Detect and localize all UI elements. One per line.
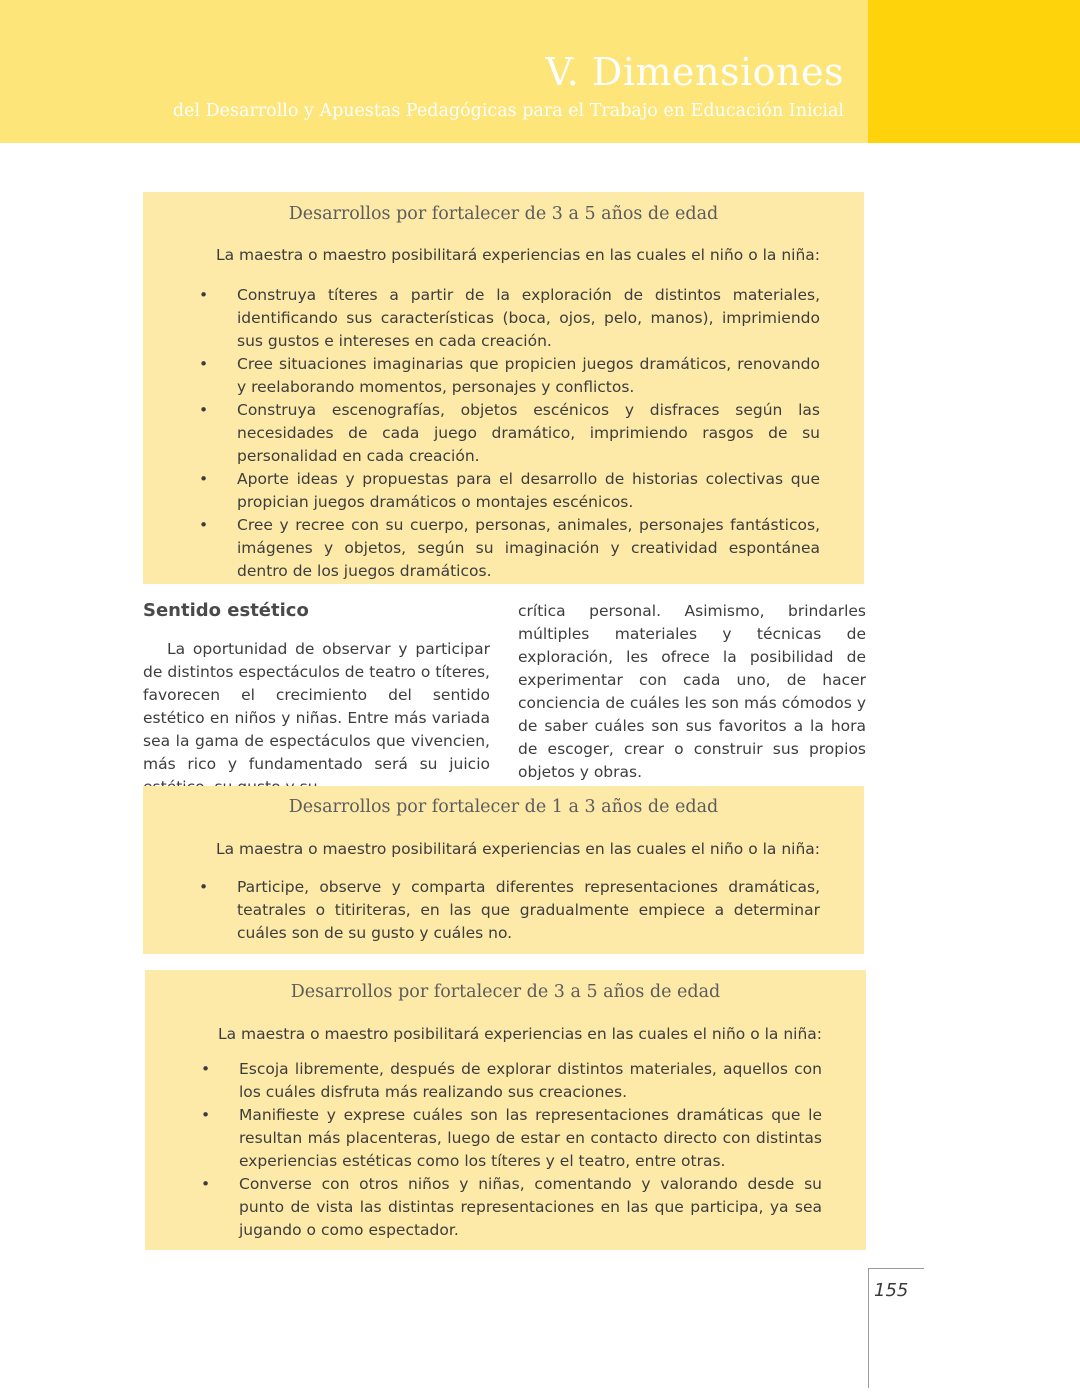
box-intro: La maestra o maestro posibilitará experiencias en las cuales el niño o la niña:: [216, 840, 821, 858]
bullet-icon: •: [201, 1106, 211, 1124]
list-item: [199, 876, 820, 945]
page-number: 155: [874, 1280, 909, 1301]
bullet-icon: •: [199, 516, 209, 534]
box-intro: La maestra o maestro posibilitará experiencias en las cuales el niño o la niña:: [216, 246, 821, 264]
list-item-text: Construya títeres a partir de la exploración de distintos materiales, identificando sus características (boca, ojos, pelo, manos), imprimiendo sus gustos e intereses en cada creación.: [237, 286, 820, 350]
page-number-rule-horizontal: [868, 1268, 924, 1269]
box-bullet-list: [199, 284, 820, 583]
page-number-rule-vertical: [868, 1268, 869, 1388]
bullet-icon: •: [199, 878, 209, 896]
list-item-text: Cree y recree con su cuerpo, personas, animales, personajes fantásticos, imágenes y objetos, según su imaginación y creatividad espontánea dentro de los juegos dramáticos.: [237, 516, 820, 580]
development-box-1-3: [143, 786, 864, 954]
bullet-icon: •: [201, 1060, 211, 1078]
list-item-text: Participe, observe y comparta diferentes representaciones dramáticas, teatrales o titiriteras, en las que gradualmente empiece a determinar cuáles son de su gusto y cuáles no.: [237, 878, 820, 942]
list-item: [199, 353, 820, 399]
body-text-left-column: La oportunidad de observar y participar de distintos espectáculos de teatro o títeres, favorecen el crecimiento del sentido estético en niños y niñas. Entre más variada sea la gama de espectáculos que vivencien, más rico y fundamentado será su juicio: [143, 640, 490, 773]
box-bullet-list: [199, 876, 820, 945]
box-title: Desarrollos por fortalecer de 3 a 5 años de edad: [290, 982, 721, 1002]
box-intro: La maestra o maestro posibilitará experiencias en las cuales el niño o la niña:: [218, 1025, 823, 1043]
list-item-text: Construya escenografías, objetos escénicos y disfraces según las necesidades de cada juego dramático, imprimiendo rasgos de su personalidad en cada creación.: [237, 401, 820, 465]
box-title: Desarrollos por fortalecer de 1 a 3 años de edad: [288, 797, 719, 817]
section-heading: Sentido estético: [143, 600, 309, 621]
list-item-text: Aporte ideas y propuestas para el desarrollo de historias colectivas que propician juegos dramáticos o montajes escénicos.: [237, 470, 820, 511]
list-item-text: Converse con otros niños y niñas, comentando y valorando desde su punto de vista las distintas representaciones en las que participa, ya sea jugando o como espectador.: [239, 1175, 822, 1239]
list-item: [199, 284, 820, 353]
list-item-text: Manifieste y exprese cuáles son las representaciones dramáticas que le resultan más placenteras, luego de estar en contacto directo con distintas experiencias estéticas como los títeres y el teatro, entre otras.: [239, 1106, 822, 1170]
list-item-text: Escoja libremente, después de explorar distintos materiales, aquellos con los cuáles disfruta más realizando sus creaciones.: [239, 1060, 822, 1101]
development-box-3-5-a: [143, 192, 864, 584]
header-accent-block: [868, 0, 1080, 143]
bullet-icon: •: [199, 355, 209, 373]
list-item: [201, 1104, 822, 1173]
bullet-icon: •: [199, 286, 209, 304]
list-item-text: Cree situaciones imaginarias que propicien juegos dramáticos, renovando y reelaborando momentos, personajes y conflictos.: [237, 355, 820, 396]
chapter-title: V. Dimensiones: [545, 50, 844, 94]
bullet-icon: •: [201, 1175, 211, 1193]
list-item: [201, 1058, 822, 1104]
body-text-right-column: crítica personal. Asimismo, brindarles múltiples materiales y técnicas de exploración, les ofrece la posibilidad de experimentar con cada uno, de hacer conciencia de cuáles les son más cómodos y de saber cuáles son sus favoritos a la hora de escoger, crear o construir sus propios objetos y obras.: [518, 602, 866, 781]
bullet-icon: •: [199, 401, 209, 419]
list-item: [199, 514, 820, 583]
list-item: [199, 468, 820, 514]
list-item: [201, 1173, 822, 1242]
chapter-subtitle: del Desarrollo y Apuestas Pedagógicas para el Trabajo en Educación Inicial: [172, 101, 844, 121]
box-title: Desarrollos por fortalecer de 3 a 5 años de edad: [288, 204, 719, 224]
list-item: [199, 399, 820, 468]
box-bullet-list: [201, 1058, 822, 1242]
development-box-3-5-b: [145, 970, 866, 1250]
bullet-icon: •: [199, 470, 209, 488]
